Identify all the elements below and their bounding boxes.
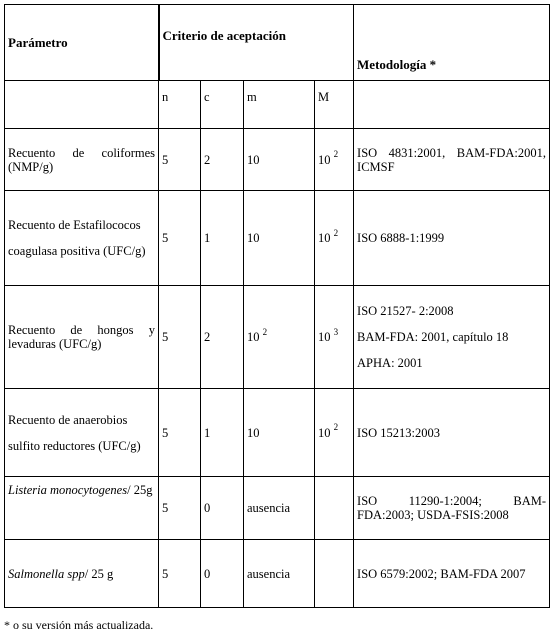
method-line: ISO 6888-1:1999 <box>357 231 445 245</box>
param-cell <box>5 389 159 477</box>
line-gap <box>8 232 155 244</box>
param-cell <box>5 540 159 608</box>
header-metodologia: Metodología * <box>354 5 550 81</box>
table-row <box>5 191 550 286</box>
param-rest: / 25g <box>127 483 153 497</box>
acceptance-criteria-table <box>4 4 550 608</box>
method-line: BAM-FDA: 2001, capítulo 18 <box>357 330 509 344</box>
m-cell-base: 10 <box>247 330 260 344</box>
param-italic: Listeria monocytogenes <box>8 483 128 497</box>
n-cell: 5 <box>159 129 201 191</box>
method-cell <box>354 389 550 477</box>
table-row <box>5 477 550 540</box>
M-cell-base: 10 <box>318 152 331 167</box>
m-cell <box>244 286 315 389</box>
table-row <box>5 129 550 191</box>
table-row <box>5 389 550 477</box>
subheader-M: M <box>315 81 354 129</box>
c-cell: 1 <box>201 389 244 477</box>
header-criterio: Criterio de aceptación <box>159 5 354 81</box>
header-row <box>5 5 550 81</box>
m-cell <box>244 389 315 477</box>
n-cell: 5 <box>159 191 201 286</box>
table-row <box>5 540 550 608</box>
param-cell <box>5 286 159 389</box>
M-cell-base: 10 <box>318 231 331 245</box>
M-cell <box>315 286 354 389</box>
param-line: Recuento de hongos y levaduras (UFC/g) <box>8 323 155 351</box>
line-gap <box>357 318 546 330</box>
method-cell <box>354 540 550 608</box>
m-cell-base: ausencia <box>247 566 291 581</box>
method-cell <box>354 286 550 389</box>
method-line: APHA: 2001 <box>357 356 423 370</box>
M-cell <box>315 129 354 191</box>
n-cell: 5 <box>159 477 201 540</box>
param-line: Recuento de Estafilococos <box>8 218 141 232</box>
param-cell <box>5 129 159 191</box>
table-row <box>5 286 550 389</box>
M-cell-exponent: 3 <box>333 326 339 337</box>
subheader-blank-method <box>354 81 550 129</box>
param-line: sulfito reductores (UFC/g) <box>8 438 141 453</box>
footnote: * o su versión más actualizada. <box>4 618 154 632</box>
method-line: ISO 11290-1:2004; BAM-FDA:2003; USDA-FSIS:2008 <box>357 494 547 522</box>
m-cell <box>244 129 315 191</box>
line-gap <box>8 427 155 439</box>
method-cell <box>354 477 550 540</box>
param-cell <box>5 477 159 540</box>
c-cell: 2 <box>201 286 244 389</box>
M-cell-exponent: 2 <box>333 422 339 433</box>
m-cell-base: 10 <box>247 231 260 245</box>
subheader-c: c <box>201 81 244 129</box>
M-cell-base: 10 <box>318 425 331 440</box>
m-cell <box>244 477 315 540</box>
M-cell <box>315 477 354 540</box>
param-line: Recuento de anaerobios <box>8 412 128 427</box>
method-cell <box>354 129 550 191</box>
subheader-row <box>5 81 550 129</box>
c-cell: 0 <box>201 540 244 608</box>
method-line: ISO 15213:2003 <box>357 425 441 440</box>
line-gap <box>357 344 546 356</box>
c-cell: 2 <box>201 129 244 191</box>
n-cell: 5 <box>159 540 201 608</box>
param-rest: / 25 g <box>84 566 114 581</box>
m-cell-base: ausencia <box>247 501 291 515</box>
c-cell: 1 <box>201 191 244 286</box>
M-cell <box>315 191 354 286</box>
m-cell-base: 10 <box>247 425 260 440</box>
M-cell-base: 10 <box>318 330 331 344</box>
method-line: ISO 21527- 2:2008 <box>357 304 454 318</box>
m-cell <box>244 540 315 608</box>
param-cell <box>5 191 159 286</box>
M-cell-exponent: 2 <box>333 149 339 160</box>
n-cell: 5 <box>159 286 201 389</box>
method-line: ISO 4831:2001, BAM-FDA:2001, ICMSF <box>357 145 547 174</box>
param-italic: Salmonella spp <box>8 566 85 581</box>
n-cell: 5 <box>159 389 201 477</box>
param-line: Recuento de coliformes (NMP/g) <box>8 145 155 174</box>
m-cell-exponent: 2 <box>262 326 268 337</box>
subheader-blank <box>5 81 159 129</box>
method-cell <box>354 191 550 286</box>
M-cell <box>315 540 354 608</box>
subheader-n: n <box>159 81 201 129</box>
param-line: coagulasa positiva (UFC/g) <box>8 244 146 258</box>
header-parametro: Parámetro <box>5 5 159 81</box>
c-cell: 0 <box>201 477 244 540</box>
M-cell <box>315 389 354 477</box>
m-cell <box>244 191 315 286</box>
method-line: ISO 6579:2002; BAM-FDA 2007 <box>357 566 526 581</box>
m-cell-base: 10 <box>247 152 260 167</box>
M-cell-exponent: 2 <box>333 227 339 238</box>
subheader-m: m <box>244 81 315 129</box>
